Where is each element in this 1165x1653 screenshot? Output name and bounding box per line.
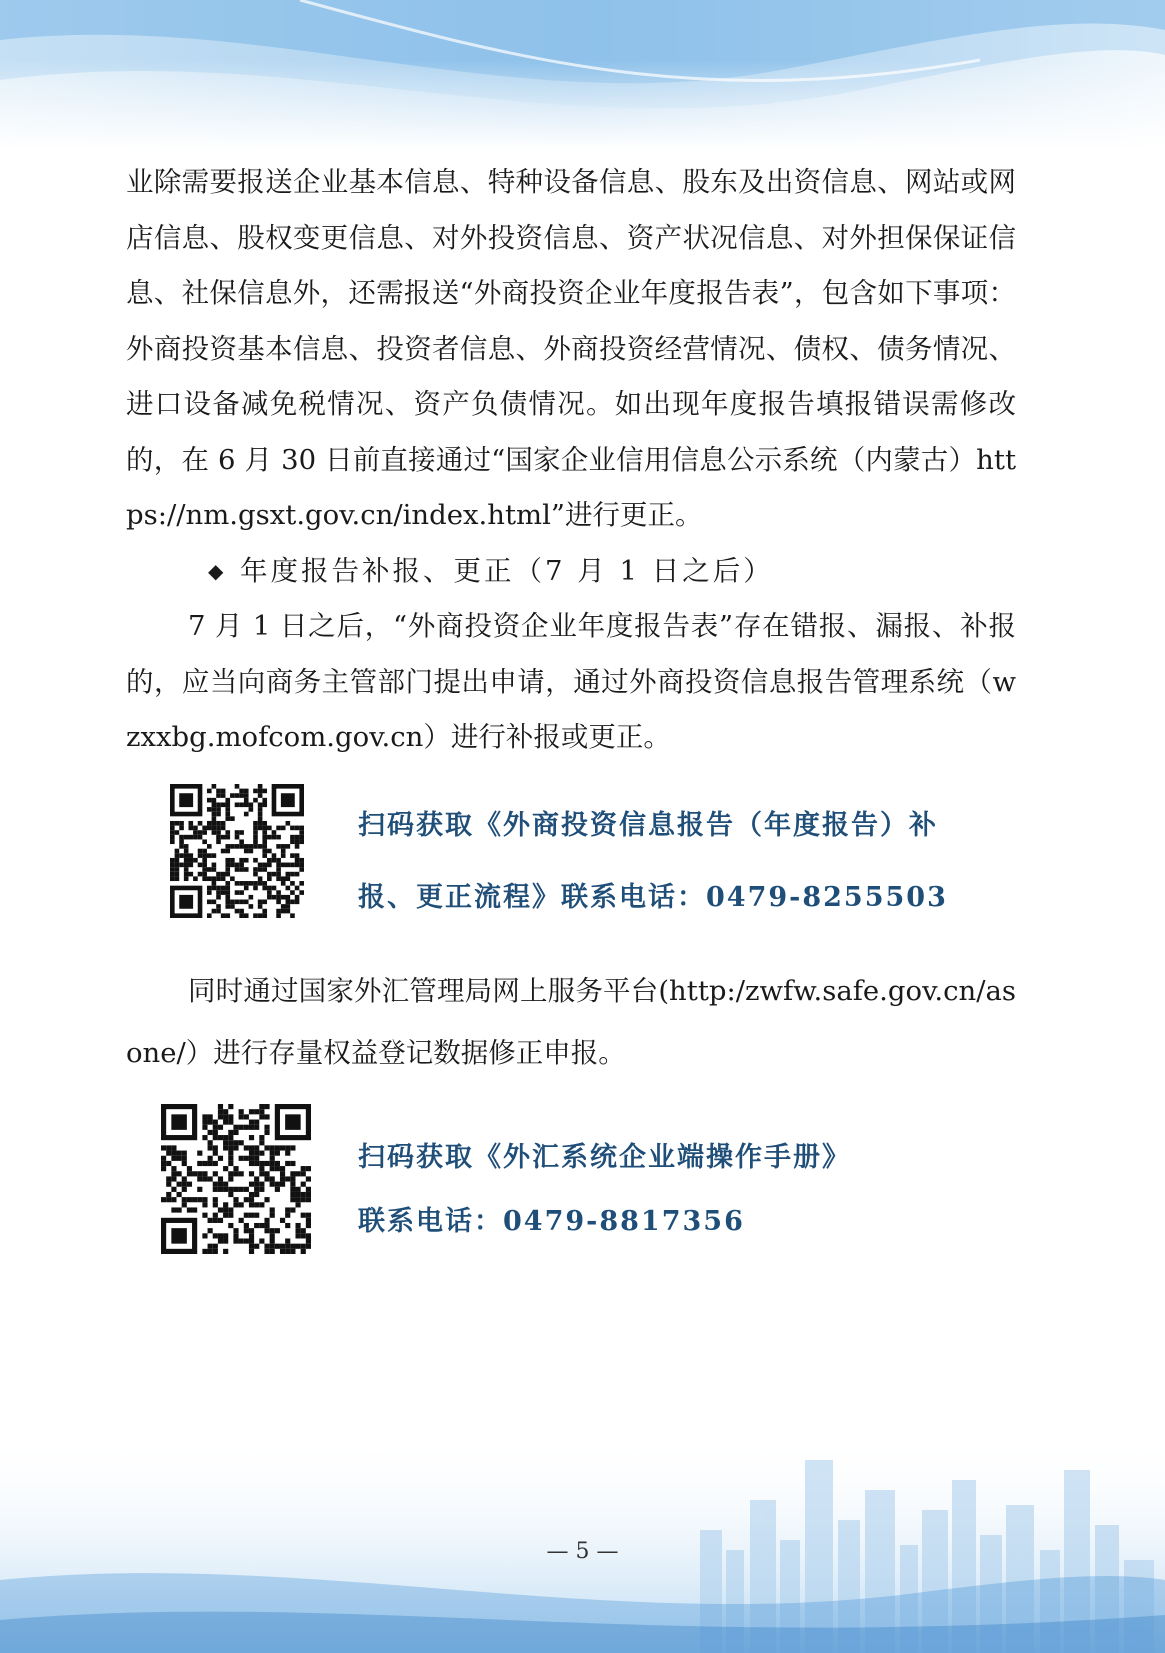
- diamond-bullet-icon: ◆: [208, 558, 224, 583]
- document-body: [126, 155, 1016, 1264]
- qr1-caption-line2: 报、更正流程》联系电话：0479-8255503: [358, 881, 948, 913]
- qr1-caption-line1: 扫码获取《外商投资信息报告（年度报告）补: [358, 809, 938, 841]
- section-heading-supplement: [126, 544, 1016, 600]
- qr-code-icon: [161, 1104, 311, 1254]
- qr2-caption-line2: 联系电话：0479-8817356: [358, 1205, 745, 1237]
- qr-section-forex-manual: [126, 1084, 1016, 1264]
- qr-caption-forex-manual: [358, 1126, 851, 1254]
- paragraph-forex-platform: 同时通过国家外汇管理局网上服务平台(http:/zwfw.safe.gov.cn/asone/）进行存量权益登记数据修正申报。: [126, 974, 1016, 1069]
- qr-code-icon: [170, 784, 304, 918]
- paragraph-supplement-after-july: 7 月 1 日之后，“外商投资企业年度报告表”存在错报、漏报、补报的，应当向商务主管部门提出申请，通过外商投资信息报告管理系统（wzxxbg.mofcom.gov.cn）进行补报或更正。: [126, 610, 1016, 753]
- qr2-caption-line1: 扫码获取《外汇系统企业端操作手册》: [358, 1141, 851, 1173]
- bullet-text: 年度报告补报、更正（7 月 1 日之后）: [240, 554, 774, 587]
- page-number: — 5 —: [546, 1539, 619, 1564]
- paragraph-annual-report-details: 业除需要报送企业基本信息、特种设备信息、股东及出资信息、网站或网店信息、股权变更信息、对外投资信息、资产状况信息、对外担保保证信息、社保信息外，还需报送“外商投资企业年度报告表”，包含如下事项：外商投资基本信息、投资者信息、外商投资经营情况、债权、债务情况、进口设备减免税情况、资产负债情况。如出现年度报告填报错误需修改的，在 6 月 30 日前直接通过“国家企业信用信息公示系统（内蒙古）https://nm.gsxt.gov.cn/index.html”进行更正。: [126, 166, 1016, 531]
- qr-caption-investment-report: [358, 790, 948, 934]
- header-wave-decoration: [0, 0, 1165, 150]
- qr-section-investment-report: [126, 766, 1016, 942]
